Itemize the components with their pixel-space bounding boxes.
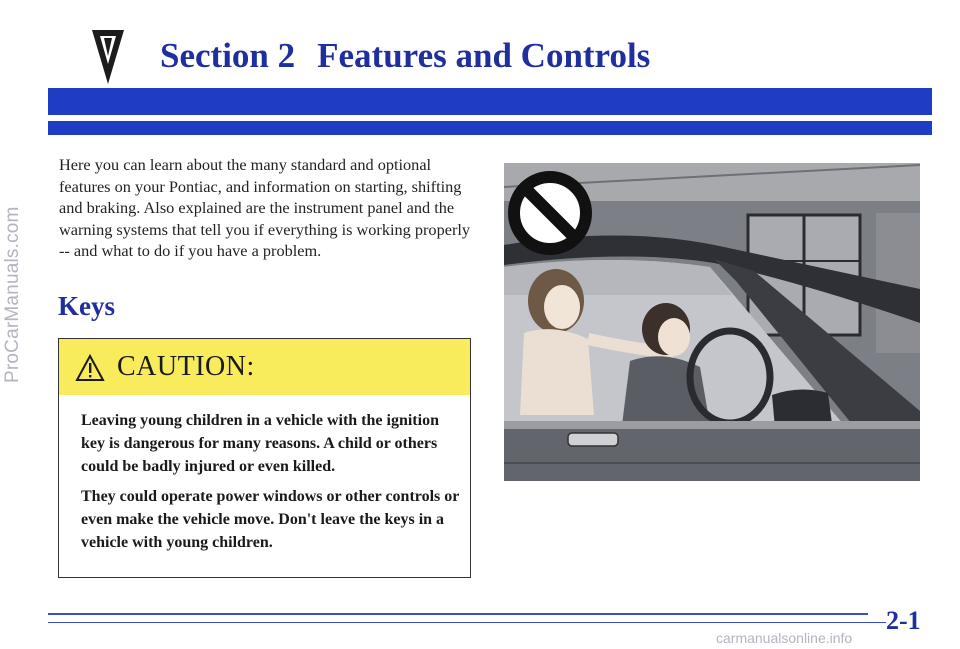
warning-triangle-icon <box>75 354 105 382</box>
footer-rule-thin <box>48 622 886 623</box>
caution-banner <box>59 339 470 395</box>
footer-rule <box>48 613 868 615</box>
section-title <box>160 36 650 76</box>
header-band-thin <box>48 121 932 135</box>
keys-heading: Keys <box>58 291 115 321</box>
pontiac-arrowhead-logo-icon <box>91 28 125 86</box>
bottom-watermark: carmanualsonline.info <box>716 630 853 646</box>
caution-paragraph: Leaving young children in a vehicle with the ignition key is dangerous for many reasons. A child or others could be badly injured or even killed. <box>81 412 439 475</box>
header-band <box>48 88 932 115</box>
caution-label: CAUTION: <box>117 351 255 382</box>
children-in-car-illustration <box>504 163 920 481</box>
caution-paragraph: They could operate power windows or other controls or even make the vehicle move. Don't leave the keys in a vehicle with young children. <box>81 488 460 551</box>
caution-box <box>58 338 471 578</box>
caution-body <box>81 409 466 561</box>
section-name: Features and Controls <box>317 36 651 75</box>
intro-paragraph: Here you can learn about the many standard and optional features on your Pontiac, and information on starting, shifting and braking. Also explained are the instrument panel and the warning systems that tell you if everything is working properly -- and what to do if you have a problem. <box>59 155 471 261</box>
page-number: 2-1 <box>886 606 921 635</box>
side-watermark: ProCarManuals.com <box>2 206 23 384</box>
section-label: Section 2 <box>160 36 296 75</box>
